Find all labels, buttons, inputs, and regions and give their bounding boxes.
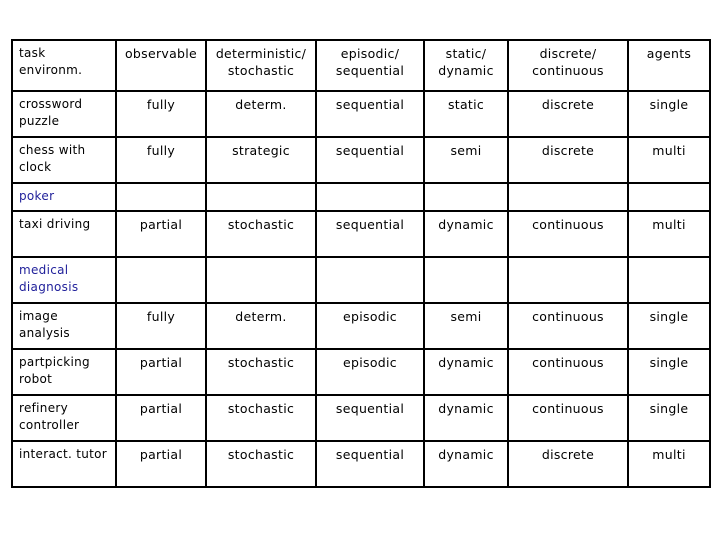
- cell-episodic: sequential: [316, 441, 424, 487]
- cell-discrete: continuous: [508, 395, 628, 441]
- cell-agents: single: [628, 91, 710, 137]
- cell-agents: multi: [628, 441, 710, 487]
- table-row: [12, 137, 710, 183]
- cell-episodic: episodic: [316, 349, 424, 395]
- cell-agents: multi: [628, 137, 710, 183]
- cell-static: semi: [424, 137, 508, 183]
- row-label-chess: chess with clock: [12, 137, 116, 183]
- task-environment-table: [11, 39, 711, 488]
- cell-deterministic: determ.: [206, 303, 316, 349]
- cell-discrete: discrete: [508, 137, 628, 183]
- row-label-medical: medical diagnosis: [12, 257, 116, 303]
- table-row: [12, 303, 710, 349]
- cell-discrete: discrete: [508, 441, 628, 487]
- table-row: [12, 257, 710, 303]
- cell-observable: partial: [116, 211, 206, 257]
- cell-deterministic: stochastic: [206, 395, 316, 441]
- table-row: [12, 211, 710, 257]
- cell-agents: multi: [628, 211, 710, 257]
- cell-observable: partial: [116, 441, 206, 487]
- row-label-poker: poker: [12, 183, 116, 211]
- cell-deterministic: determ.: [206, 91, 316, 137]
- cell-agents: single: [628, 303, 710, 349]
- cell-discrete: continuous: [508, 303, 628, 349]
- header-observable: observable: [116, 40, 206, 91]
- header-static: static/ dynamic: [424, 40, 508, 91]
- row-label-image: image analysis: [12, 303, 116, 349]
- cell-deterministic: [206, 257, 316, 303]
- cell-deterministic: stochastic: [206, 349, 316, 395]
- cell-discrete: continuous: [508, 211, 628, 257]
- row-label-tutor: interact. tutor: [12, 441, 116, 487]
- cell-discrete: [508, 257, 628, 303]
- cell-deterministic: [206, 183, 316, 211]
- cell-discrete: continuous: [508, 349, 628, 395]
- header-discrete: discrete/ continuous: [508, 40, 628, 91]
- row-label-crossword: crossword puzzle: [12, 91, 116, 137]
- cell-agents: single: [628, 349, 710, 395]
- row-label-partpicking: partpicking robot: [12, 349, 116, 395]
- cell-episodic: sequential: [316, 91, 424, 137]
- cell-discrete: discrete: [508, 91, 628, 137]
- cell-static: dynamic: [424, 395, 508, 441]
- table-row: [12, 91, 710, 137]
- table-header-row: [12, 40, 710, 91]
- cell-static: dynamic: [424, 441, 508, 487]
- cell-deterministic: stochastic: [206, 211, 316, 257]
- cell-agents: [628, 183, 710, 211]
- table-row: [12, 395, 710, 441]
- header-agents: agents: [628, 40, 710, 91]
- cell-episodic: [316, 183, 424, 211]
- cell-episodic: [316, 257, 424, 303]
- cell-observable: fully: [116, 137, 206, 183]
- cell-episodic: sequential: [316, 395, 424, 441]
- cell-deterministic: strategic: [206, 137, 316, 183]
- cell-observable: partial: [116, 395, 206, 441]
- cell-episodic: episodic: [316, 303, 424, 349]
- cell-discrete: [508, 183, 628, 211]
- cell-observable: fully: [116, 303, 206, 349]
- cell-episodic: sequential: [316, 211, 424, 257]
- cell-static: semi: [424, 303, 508, 349]
- header-task-environment: task environm.: [12, 40, 116, 91]
- cell-observable: [116, 183, 206, 211]
- row-label-taxi: taxi driving: [12, 211, 116, 257]
- cell-observable: [116, 257, 206, 303]
- header-deterministic: deterministic/ stochastic: [206, 40, 316, 91]
- cell-deterministic: stochastic: [206, 441, 316, 487]
- cell-agents: [628, 257, 710, 303]
- table-row: [12, 183, 710, 211]
- cell-static: static: [424, 91, 508, 137]
- cell-static: dynamic: [424, 211, 508, 257]
- cell-static: [424, 183, 508, 211]
- row-label-refinery: refinery controller: [12, 395, 116, 441]
- cell-static: [424, 257, 508, 303]
- header-episodic: episodic/ sequential: [316, 40, 424, 91]
- table-row: [12, 441, 710, 487]
- cell-agents: single: [628, 395, 710, 441]
- table-row: [12, 349, 710, 395]
- cell-static: dynamic: [424, 349, 508, 395]
- cell-observable: partial: [116, 349, 206, 395]
- cell-observable: fully: [116, 91, 206, 137]
- cell-episodic: sequential: [316, 137, 424, 183]
